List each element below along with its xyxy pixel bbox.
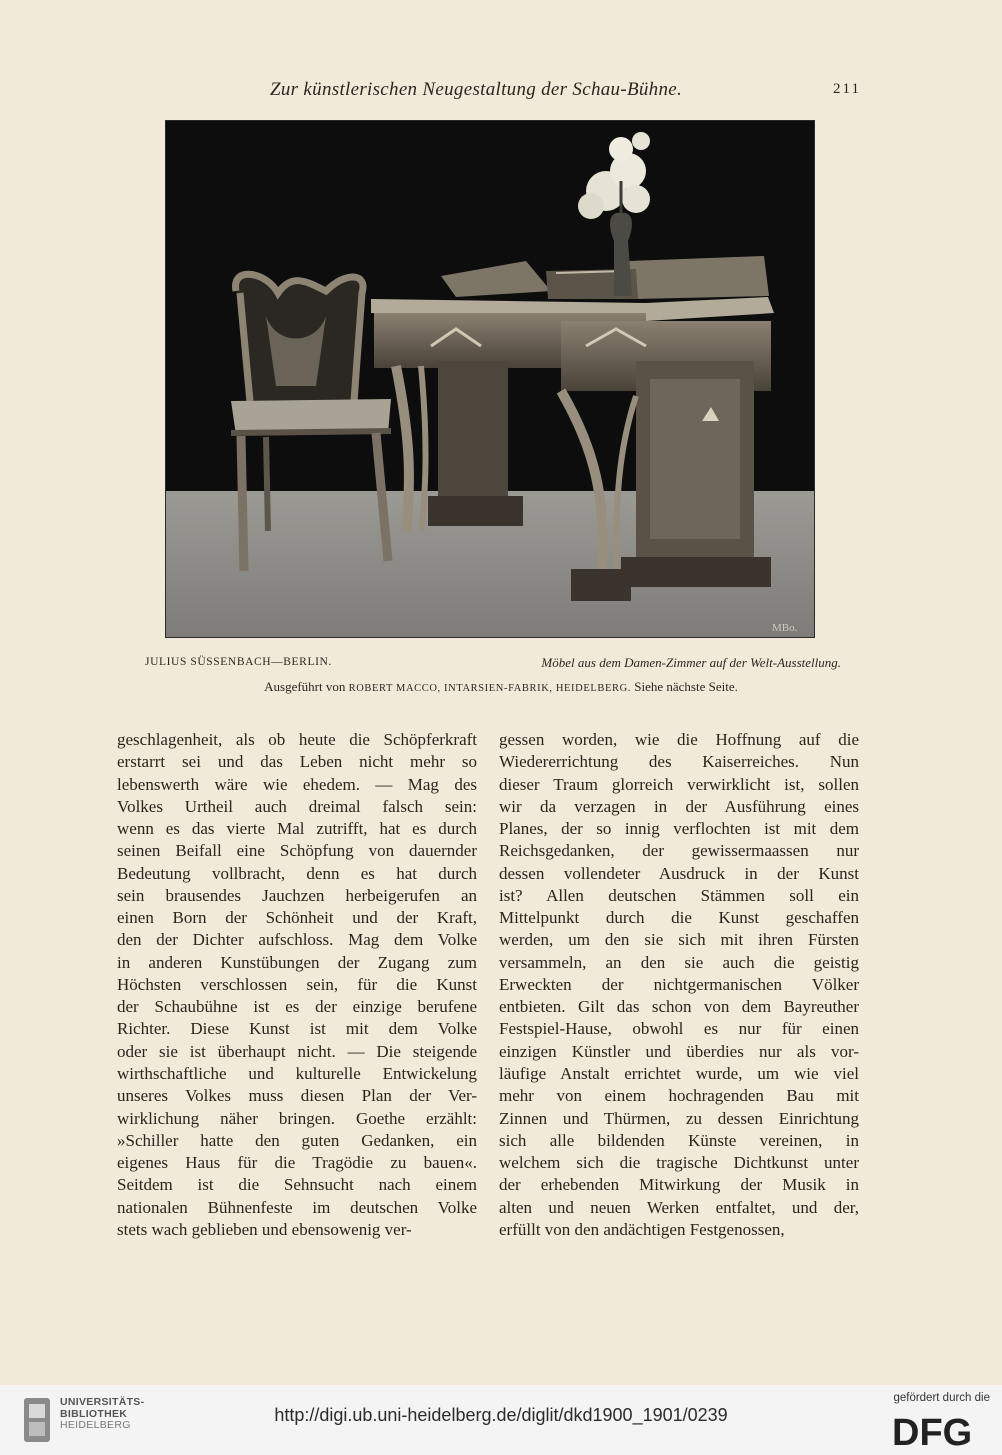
text-line: dieser Traum glorreich verwirklicht ist, sollen: [499, 774, 859, 794]
text-line: Volkes Urtheil auch dreimal falsch sein:: [117, 796, 477, 816]
page-number: 211: [833, 81, 861, 97]
text-line: oder sie ist überhaupt nicht. — Die steigende: [117, 1041, 477, 1061]
text-line: der Schaubühne ist es der einzige berufene: [117, 997, 477, 1017]
library-name-line3: HEIDELBERG: [60, 1419, 131, 1431]
text-line: läufige Anstalt errichtet wurde, um wie viel: [499, 1063, 859, 1083]
text-line: Bedeutung vollbracht, denn es hat durch: [117, 863, 477, 883]
text-line: unseres Volkes muss diesen Plan der Ver-: [117, 1086, 477, 1106]
library-name-line2: BIBLIOTHEK: [60, 1407, 128, 1420]
text-line: entbieten. Gilt das schon von dem Bayreuther: [499, 997, 859, 1017]
text-line: eigenes Haus für die Tragödie zu bauen«.: [117, 1153, 477, 1173]
text-line: Wiedererrichtung des Kaiserreiches. Nun: [499, 752, 859, 772]
text-line: Erweckten der nichtgermanischen Völker: [499, 974, 859, 994]
running-title: Zur künstlerischen Neugestaltung der Schau-Bühne.: [270, 79, 683, 100]
text-line: mehr von einem hochragenden Bau mit: [499, 1086, 859, 1106]
photo-signature: MBo.: [772, 622, 798, 634]
text-line: einen Born der Schönheit und der Kraft,: [117, 908, 477, 928]
text-line: einzigen Künstler und überdies nur als vor-: [499, 1041, 859, 1061]
funded-by-label: gefördert durch die: [893, 1392, 990, 1404]
text-line: werden, um den sie sich mit ihren Fürsten: [499, 930, 859, 950]
caption-credit-suffix: Siehe nächste Seite.: [634, 679, 738, 694]
text-line: der erhebenden Mitwirkung der Musik in: [499, 1175, 859, 1195]
caption-credit-firm: ROBERT MACCO, INTARSIEN-FABRIK, HEIDELBERG.: [348, 683, 631, 694]
text-line: versammeln, an den sie auch die geistig: [499, 952, 859, 972]
text-line: wirklichung näher bringen. Goethe erzählt:: [117, 1108, 477, 1128]
text-line: geschlagenheit, als ob heute die Schöpferkraft: [117, 730, 477, 749]
text-line: Höchsten verschlossen sein, für die Kunst: [117, 974, 477, 994]
text-line: Mittelpunkt durch die Kunst geschaffen: [499, 908, 859, 928]
running-head: [0, 79, 1002, 103]
text-line: Zinnen und Thürmen, zu dessen Einrichtung: [499, 1108, 859, 1128]
dfg-logo: [890, 1411, 990, 1449]
caption-credit: [0, 679, 1002, 695]
text-line: seinen Beifall eine Schöpfung von dauernder: [117, 841, 477, 861]
source-url[interactable]: http://digi.ub.uni-heidelberg.de/diglit/dkd1900_1901/0239: [274, 1405, 728, 1425]
text-line: Planes, der so innig verflochten ist mit dem: [499, 819, 859, 839]
text-line: lebenswerth wäre wie ehedem. — Mag des: [117, 774, 477, 794]
text-column-right: [499, 729, 859, 1241]
text-line: wirthschaftliche und kulturelle Entwickelung: [117, 1063, 477, 1083]
caption-designer: JULIUS SÜSSENBACH—BERLIN.: [145, 656, 332, 668]
figure-caption: [145, 656, 845, 676]
text-line: wir da verzagen in der Ausführung eines: [499, 796, 859, 816]
text-line: erstarrt sei und das Leben nicht mehr so: [117, 752, 477, 772]
text-line: stets wach geblieben und ebensowenig ver-: [117, 1219, 412, 1239]
text-line: gessen worden, wie die Hoffnung auf die: [499, 730, 859, 749]
dfg-logo-text: DFG: [892, 1412, 973, 1449]
text-line: den der Dichter aufschloss. Mag dem Volke: [117, 930, 477, 950]
text-line: erfüllt von den andächtigen Festgenossen,: [499, 1219, 785, 1239]
text-line: nationalen Bühnenfeste im deutschen Volke: [117, 1197, 477, 1217]
text-line: sein brausendes Jauchzen herbeigerufen an: [117, 885, 477, 905]
caption-title: Möbel aus dem Damen-Zimmer auf der Welt-Ausstellung.: [541, 655, 841, 670]
text-line: dessen vollendeter Ausdruck in der Kunst: [499, 863, 859, 883]
text-line: Festspiel-Hause, obwohl es nur für einen: [499, 1019, 859, 1039]
library-name-line1: UNIVERSITÄTS-: [60, 1396, 145, 1408]
text-line: Richter. Diese Kunst ist mit dem Volke: [117, 1019, 477, 1039]
furniture-illustration: [166, 121, 814, 637]
text-line: wenn es das vierte Mal zutrifft, hat es durch: [117, 819, 477, 839]
digitization-footer: [0, 1385, 1002, 1455]
text-line: Reichsgedanken, der gewissermaassen nur: [499, 841, 859, 861]
text-line: welchem sich die tragische Dichtkunst unter: [499, 1153, 859, 1173]
text-line: ist? Allen deutschen Stämmen soll ein: [499, 885, 859, 905]
text-line: alten und neuen Werken entfaltet, und der,: [499, 1197, 859, 1217]
text-line: Seitdem ist die Sehnsucht nach einem: [117, 1175, 477, 1195]
caption-credit-prefix: Ausgeführt von: [264, 679, 346, 694]
text-line: sich alle bildenden Künste vereinen, in: [499, 1130, 859, 1150]
text-column-left: [117, 729, 477, 1241]
text-line: in anderen Kunstübungen der Zugang zum: [117, 952, 477, 972]
text-line: »Schiller hatte den guten Gedanken, ein: [117, 1130, 477, 1150]
furniture-photograph: [165, 120, 815, 638]
